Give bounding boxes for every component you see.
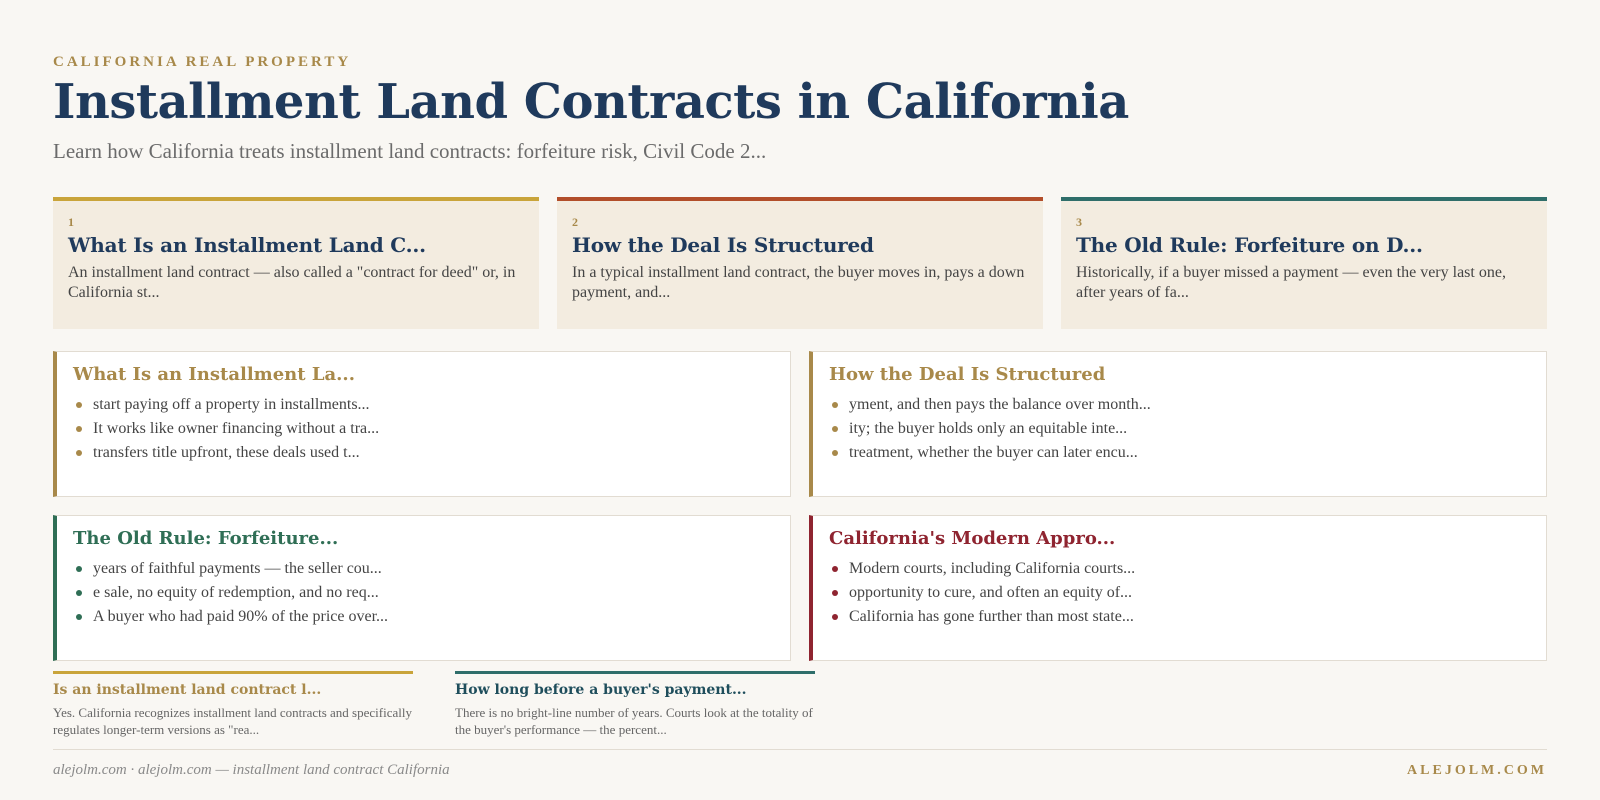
bullet-item [829,605,1530,629]
bullet-dot-icon [832,590,838,596]
bullet-dot-icon [832,566,838,572]
card-title: What Is an Installment Land C... [68,233,426,257]
card-number: 2 [572,215,578,229]
page [53,0,1547,800]
footer-brand-link[interactable]: ALEJOLM.COM [1407,763,1547,778]
bullet-text: treatment, whether the buyer can later encu... [849,444,1138,461]
card-text: In a typical installment land contract, the buyer moves in, pays a down payment, and... [572,264,1025,301]
bullet-list [73,393,774,465]
panel-what-is[interactable] [53,351,791,497]
bullet-dot-icon [76,614,82,620]
summary-cards [53,197,1547,329]
bullet-item [73,417,774,441]
bullet-dot-icon [832,426,838,432]
bullet-dot-icon [832,402,838,408]
bullet-list [73,557,774,629]
bullet-text: years of faithful payments — the seller cou... [93,560,382,577]
card-text: An installment land contract — also called a "contract for deed" or, in California st... [68,264,516,301]
bullet-text: Modern courts, including California courts... [849,560,1136,577]
faq-question: How long before a buyer's payment... [455,682,747,698]
bullet-item [73,557,774,581]
bullet-dot-icon [76,566,82,572]
bullet-text: transfers title upfront, these deals used t... [93,444,360,461]
faq-answer: Yes. California recognizes installment land contracts and specifically regulates longer-term versions as "rea... [53,705,412,737]
panel-title: California's Modern Appro... [829,528,1116,549]
panel-title: What Is an Installment La... [73,364,355,385]
bullet-item [829,581,1530,605]
footer-source-text: alejolm.com · alejolm.com — installment land contract California [53,762,450,778]
bullet-dot-icon [832,614,838,620]
bullet-item [73,605,774,629]
faq-item[interactable] [455,671,815,738]
card-number: 3 [1076,215,1082,229]
bullet-item [73,581,774,605]
faq-item[interactable] [53,671,413,738]
summary-card-3[interactable] [1061,197,1547,329]
faq-section [53,671,815,738]
card-number: 1 [68,215,74,229]
bullet-list [829,393,1530,465]
page-title: Installment Land Contracts in California [53,74,1129,130]
detail-panels [53,351,1547,661]
bullet-item [829,557,1530,581]
bullet-text: yment, and then pays the balance over month... [849,396,1151,413]
bullet-item [73,393,774,417]
bullet-text: A buyer who had paid 90% of the price over... [93,608,389,625]
bullet-text: California has gone further than most state... [849,608,1134,625]
bullet-dot-icon [76,402,82,408]
bullet-item [73,441,774,465]
footer-divider [53,749,1547,750]
bullet-text: start paying off a property in installments... [93,396,370,413]
panel-old-rule[interactable] [53,515,791,661]
bullet-item [829,417,1530,441]
panel-deal-structure[interactable] [809,351,1547,497]
bullet-item [829,441,1530,465]
bullet-dot-icon [76,426,82,432]
bullet-dot-icon [76,590,82,596]
panel-title: The Old Rule: Forfeiture... [73,528,339,549]
faq-question: Is an installment land contract l... [53,682,322,698]
summary-card-1[interactable] [53,197,539,329]
card-title: The Old Rule: Forfeiture on D... [1076,233,1423,257]
summary-card-2[interactable] [557,197,1043,329]
faq-answer: There is no bright-line number of years. Courts look at the totality of the buyer's performance — the percent... [455,705,813,737]
card-text: Historically, if a buyer missed a payment — even the very last one, after years of fa... [1076,264,1506,301]
bullet-dot-icon [76,450,82,456]
bullet-item [829,393,1530,417]
bullet-text: ity; the buyer holds only an equitable inte... [849,420,1128,437]
panel-title: How the Deal Is Structured [829,364,1106,385]
bullet-text: opportunity to cure, and often an equity of... [849,584,1133,601]
bullet-list [829,557,1530,629]
panel-modern-approach[interactable] [809,515,1547,661]
eyebrow-label: CALIFORNIA REAL PROPERTY [53,54,352,70]
bullet-text: It works like owner financing without a tra... [93,420,380,437]
page-subtitle: Learn how California treats installment land contracts: forfeiture risk, Civil Code 2... [53,139,767,163]
bullet-dot-icon [832,450,838,456]
bullet-text: e sale, no equity of redemption, and no req... [93,584,379,601]
card-title: How the Deal Is Structured [572,233,874,257]
